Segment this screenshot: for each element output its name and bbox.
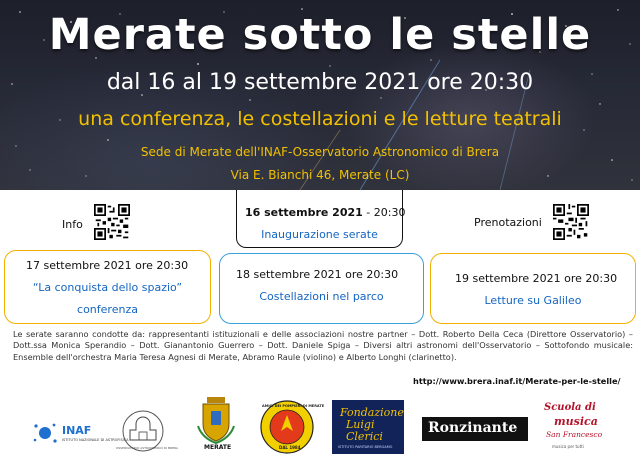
fondazione-subtitle: ISTITUTO PARITARIO BERGAMO (338, 445, 393, 449)
readings-date: 19 settembre 2021 ore 20:30 (455, 272, 618, 285)
event-card-opening (236, 190, 406, 248)
opening-time: - 20:30 (362, 206, 406, 219)
coat-of-arms-icon (196, 396, 236, 444)
scuola-line1: Scuola di (544, 402, 596, 413)
conference-subtitle: conferenza (77, 303, 138, 316)
hero-banner (0, 0, 640, 190)
osservatorio-logo (108, 410, 178, 452)
info-qr-code-icon[interactable] (94, 204, 130, 240)
scuola-line2: musica (554, 415, 598, 428)
readings-title: Letture su Galileo (484, 294, 582, 307)
event-dates: dal 16 al 19 settembre 2021 ore 20:30 (106, 70, 534, 95)
scuola-musica-logo (540, 400, 602, 454)
opening-date: 16 settembre 2021 (245, 206, 363, 219)
inaf-name: INAF (62, 424, 92, 437)
merate-logo (196, 396, 236, 454)
osservatorio-subtitle: OSSERVATORIO ASTRONOMICO DI BRERA (116, 446, 179, 450)
scuola-subtitle: musica per tutti (552, 444, 584, 449)
constellations-date: 18 settembre 2021 ore 20:30 (236, 268, 399, 281)
conference-date: 17 settembre 2021 ore 20:30 (26, 259, 189, 272)
event-subtitle: una conferenza, le costellazioni e le letture teatrali (78, 108, 562, 130)
fondazione-line1: Fondazione (340, 406, 404, 419)
ronzinante-logo (422, 417, 528, 441)
pompieri-logo (256, 400, 325, 454)
scuola-line3: San Francesco (546, 430, 603, 439)
opening-title: Inaugurazione serate (261, 228, 378, 241)
booking-label: Prenotazioni (474, 216, 542, 229)
fondazione-line3: Clerici (346, 430, 383, 443)
booking-qr-code-icon[interactable] (553, 204, 589, 240)
info-label: Info (62, 218, 83, 231)
event-url-link[interactable]: http://www.brera.inaf.it/Merate-per-le-stelle/ (413, 376, 621, 386)
event-card-constellations (219, 253, 424, 324)
event-title: Merate sotto le stelle (48, 10, 592, 60)
details-text: Le serate saranno condotte da: rappresentanti istituzionali e delle associazioni nostre partner – Dott. Roberto Della Ceca (Direttore Osservatorio) – Dott.ssa Monica Sperandio – Dott. Gianantonio Guerrero – Dott. Daniele Spiga – Diversi altri astronomi dell'Osservatorio – Sottofondo musicale: Ensemble dell'orchestra Maria Teresa Agnesi di Merate, Abramo Raule (violino) e Alberto Longhi (clarinetto). (13, 329, 633, 362)
event-address: Via E. Bianchi 46, Merate (LC) (230, 168, 410, 182)
merate-name: MERATE (204, 444, 232, 451)
event-card-conference (4, 250, 211, 324)
inaf-logo (30, 418, 129, 448)
event-card-readings (430, 253, 636, 324)
event-venue: Sede di Merate dell'INAF-Osservatorio Astronomico di Brera (140, 145, 500, 159)
ronzinante-name: Ronzinante (428, 420, 518, 436)
fondazione-line2: Luigi (346, 418, 375, 431)
pompieri-name: AMICI DEI POMPIERI DI MERATE (262, 404, 325, 408)
conference-title: “La conquista dello spazio” (32, 281, 183, 294)
fondazione-clerici-logo (332, 400, 404, 454)
inaf-subtitle: ISTITUTO NAZIONALE DI ASTROFISICA (62, 438, 129, 442)
inaf-star-icon (32, 420, 58, 446)
constellations-title: Costellazioni nel parco (259, 290, 384, 303)
pompieri-year: DAL 1984 (279, 445, 301, 450)
